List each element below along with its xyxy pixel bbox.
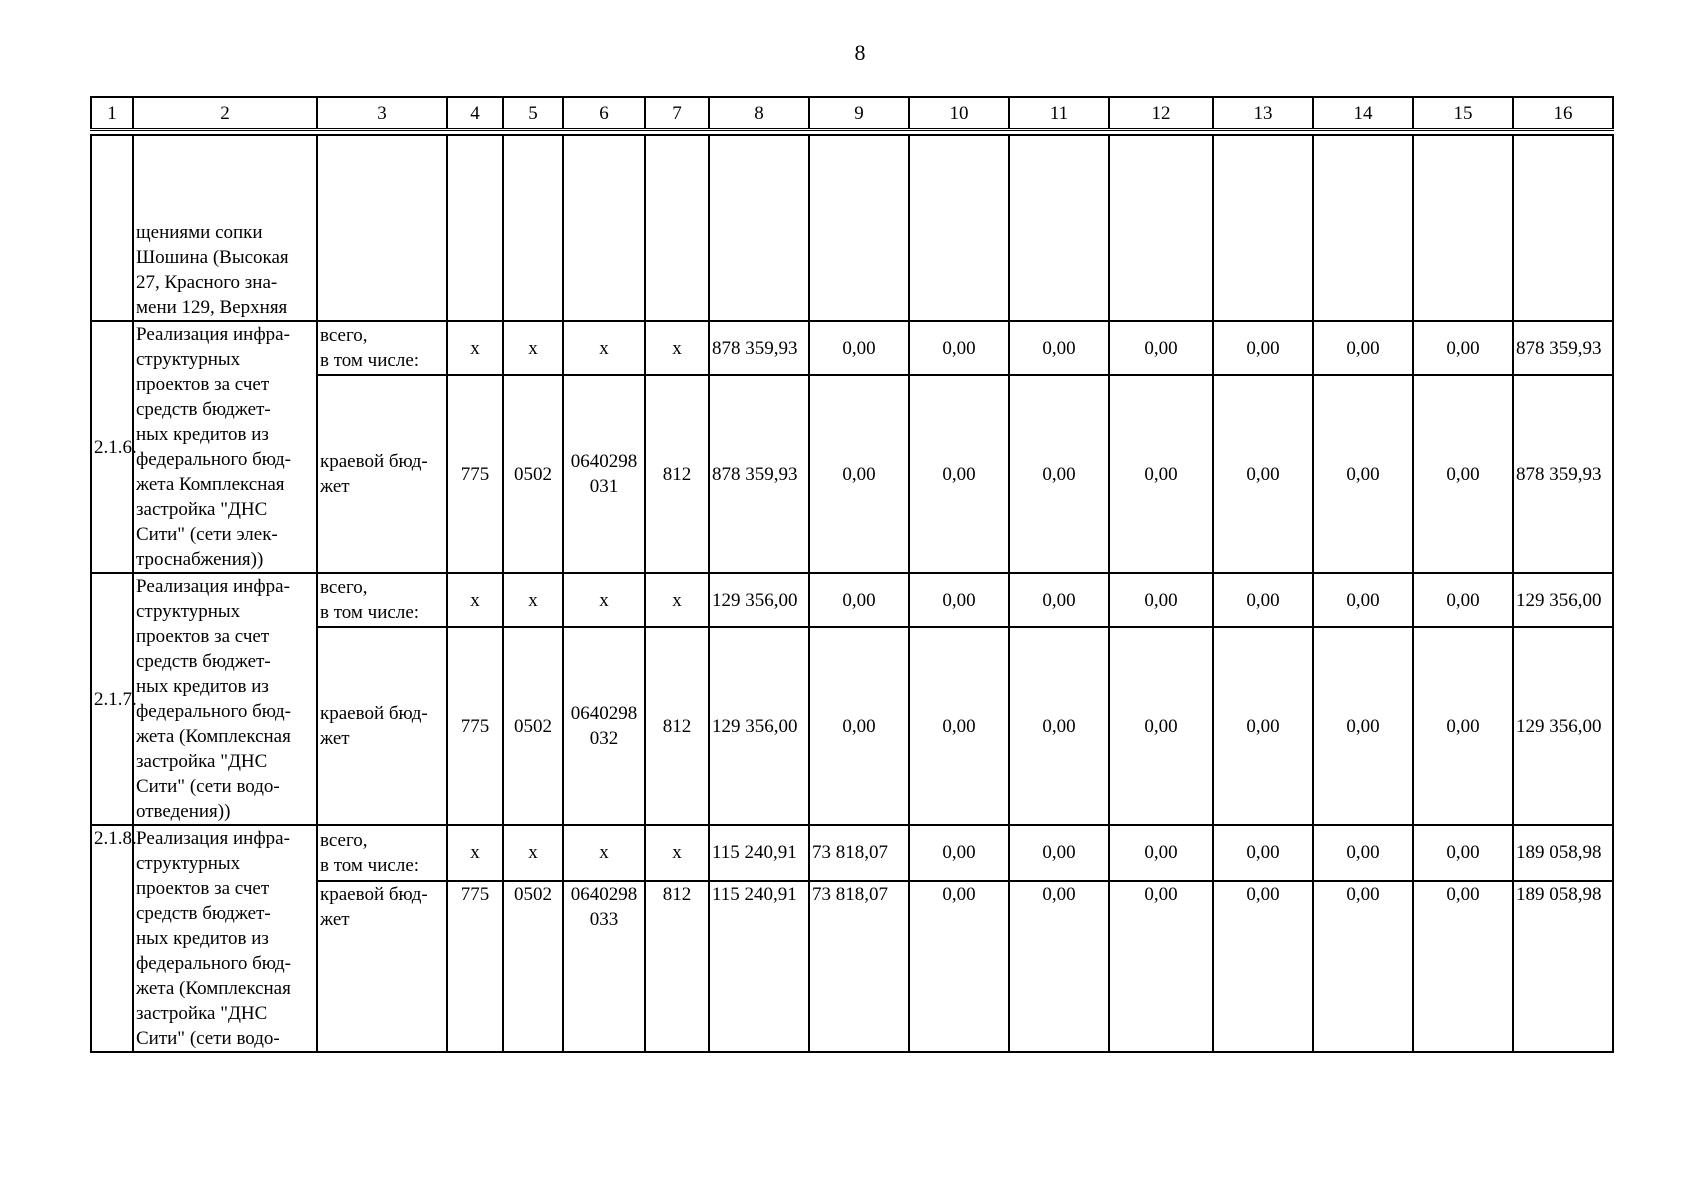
empty-cell [1213, 135, 1313, 321]
amount-cell: 0,00 [1009, 881, 1109, 1052]
amount-cell: 0,00 [1413, 881, 1513, 1052]
table-row [91, 881, 1613, 1052]
empty-cell [503, 135, 563, 321]
column-number-4: 4 [447, 97, 503, 130]
item-name-cell [133, 573, 317, 825]
item-number-cell [91, 321, 137, 573]
amount-cell: 189 058,98 [1513, 825, 1613, 881]
empty-cell [1413, 135, 1513, 321]
continuation-name-cell [133, 135, 317, 321]
target-code-cell: х [563, 321, 645, 375]
funding-source-cell: краевой бюд- жет [317, 881, 447, 1052]
table-row [91, 375, 1613, 573]
funding-source-cell: всего, в том числе: [317, 321, 447, 375]
gr-code-cell: 775 [447, 627, 503, 825]
item-name-line: проектов за счет [136, 878, 270, 899]
item-name-line: жета (Комплексная [136, 726, 291, 747]
item-number: 2.1.8. [94, 828, 137, 849]
amount-cell: 0,00 [809, 321, 909, 375]
table-row [91, 825, 1613, 881]
column-number-8: 8 [709, 97, 809, 130]
expense-type-cell: 812 [645, 627, 709, 825]
section-code-cell: х [503, 321, 563, 375]
item-number: 2.1.7. [94, 688, 137, 710]
empty-cell [447, 135, 503, 321]
item-name-line: жета (Комплексная [136, 978, 291, 999]
amount-cell: 0,00 [1313, 321, 1413, 375]
item-name-line: Реализация инфра- [136, 576, 290, 597]
column-number-12: 12 [1109, 97, 1213, 130]
column-number-14: 14 [1313, 97, 1413, 130]
item-number-cell [91, 573, 137, 825]
funding-source-cell: всего, в том числе: [317, 825, 447, 881]
empty-cell [1109, 135, 1213, 321]
amount-cell: 0,00 [1109, 627, 1213, 825]
amount-cell: 0,00 [909, 375, 1009, 573]
amount-cell: 0,00 [1313, 375, 1413, 573]
item-name-line: отведения)) [136, 801, 231, 822]
amount-cell: 0,00 [1009, 627, 1109, 825]
item-name-line: застройка "ДНС [136, 751, 268, 772]
amount-cell: 0,00 [1213, 825, 1313, 881]
item-name-line: Сити" (сети элек- [136, 524, 278, 545]
column-number-15: 15 [1413, 97, 1513, 130]
gr-code-cell: х [447, 825, 503, 881]
amount-cell: 0,00 [909, 321, 1009, 375]
amount-cell: 115 240,91 [709, 825, 809, 881]
target-code-cell: 0640298 031 [563, 375, 645, 573]
expense-type-cell: х [645, 825, 709, 881]
gr-code-cell: х [447, 573, 503, 627]
continuation-line: мени 129, Верхняя [136, 297, 288, 318]
funding-source-cell: краевой бюд- жет [317, 375, 447, 573]
column-number-6: 6 [563, 97, 645, 130]
empty-cell [91, 135, 133, 321]
column-number-11: 11 [1009, 97, 1109, 130]
amount-cell: 0,00 [1109, 881, 1213, 1052]
section-code-cell: 0502 [503, 627, 563, 825]
target-code-cell: 0640298 032 [563, 627, 645, 825]
amount-cell: 0,00 [1009, 375, 1109, 573]
column-number-3: 3 [317, 97, 447, 130]
item-name-line: ных кредитов из [136, 676, 269, 697]
column-number-1: 1 [91, 97, 133, 130]
continuation-text [136, 136, 314, 320]
item-name-line: ных кредитов из [136, 424, 269, 445]
amount-cell: 0,00 [1109, 573, 1213, 627]
empty-cell [909, 135, 1009, 321]
item-name-line: застройка "ДНС [136, 499, 268, 520]
continuation-line: 27, Красного зна- [136, 272, 278, 293]
empty-cell [563, 135, 645, 321]
section-code-cell: х [503, 573, 563, 627]
item-name-line: жета Комплексная [136, 474, 285, 495]
amount-cell: 129 356,00 [1513, 627, 1613, 825]
amount-cell: 115 240,91 [709, 881, 809, 1052]
gr-code-cell: 775 [447, 375, 503, 573]
item-name-cell [133, 321, 317, 573]
section-code-cell: 0502 [503, 375, 563, 573]
item-name-line: средств бюджет- [136, 651, 271, 672]
amount-cell: 129 356,00 [709, 627, 809, 825]
item-name-line: средств бюджет- [136, 399, 271, 420]
budget-table [90, 96, 1614, 1053]
empty-cell [809, 135, 909, 321]
amount-cell: 0,00 [909, 881, 1009, 1052]
amount-cell: 0,00 [1009, 825, 1109, 881]
empty-cell [317, 135, 447, 321]
amount-cell: 878 359,93 [1513, 375, 1613, 573]
amount-cell: 0,00 [1109, 825, 1213, 881]
column-number-row [91, 97, 1613, 130]
amount-cell: 0,00 [1009, 321, 1109, 375]
amount-cell: 878 359,93 [1513, 321, 1613, 375]
empty-cell [645, 135, 709, 321]
amount-cell: 0,00 [909, 825, 1009, 881]
column-number-16: 16 [1513, 97, 1613, 130]
item-name-line: проектов за счет [136, 626, 270, 647]
amount-cell: 0,00 [1313, 627, 1413, 825]
amount-cell: 878 359,93 [709, 321, 809, 375]
gr-code-cell: 775 [447, 881, 503, 1052]
item-name-cell [133, 825, 317, 1052]
item-name-line: федерального бюд- [136, 701, 291, 722]
continuation-row [91, 135, 1613, 321]
item-name-line: троснабжения)) [136, 549, 264, 570]
amount-cell: 0,00 [1213, 573, 1313, 627]
amount-cell: 0,00 [1009, 573, 1109, 627]
continuation-line: Шошина (Высокая [136, 247, 289, 268]
expense-type-cell: 812 [645, 375, 709, 573]
amount-cell: 0,00 [809, 375, 909, 573]
amount-cell: 189 058,98 [1513, 881, 1613, 1052]
target-code-cell: х [563, 573, 645, 627]
amount-cell: 0,00 [1213, 321, 1313, 375]
empty-cell [1009, 135, 1109, 321]
column-number-13: 13 [1213, 97, 1313, 130]
item-name-line: Реализация инфра- [136, 324, 290, 345]
amount-cell: 0,00 [809, 573, 909, 627]
section-code-cell: 0502 [503, 881, 563, 1052]
empty-cell [1513, 135, 1613, 321]
gr-code-cell: х [447, 321, 503, 375]
amount-cell: 0,00 [1213, 881, 1313, 1052]
section-code-cell: х [503, 825, 563, 881]
amount-cell: 0,00 [909, 573, 1009, 627]
continuation-line: щениями сопки [136, 222, 263, 243]
table-row [91, 321, 1613, 375]
amount-cell: 0,00 [1213, 627, 1313, 825]
expense-type-cell: 812 [645, 881, 709, 1052]
table-row [91, 627, 1613, 825]
amount-cell: 0,00 [1313, 881, 1413, 1052]
funding-source-cell: всего, в том числе: [317, 573, 447, 627]
item-name-line: федерального бюд- [136, 953, 291, 974]
amount-cell: 0,00 [1413, 573, 1513, 627]
expense-type-cell: х [645, 321, 709, 375]
amount-cell: 129 356,00 [709, 573, 809, 627]
amount-cell: 0,00 [1213, 375, 1313, 573]
funding-source-cell: краевой бюд- жет [317, 627, 447, 825]
amount-cell: 0,00 [1109, 375, 1213, 573]
amount-cell: 129 356,00 [1513, 573, 1613, 627]
item-name-line: проектов за счет [136, 374, 270, 395]
amount-cell: 0,00 [1313, 573, 1413, 627]
column-number-9: 9 [809, 97, 909, 130]
item-name-line: ных кредитов из [136, 928, 269, 949]
item-name-line: Сити" (сети водо- [136, 1028, 280, 1049]
item-number-cell [91, 825, 137, 1052]
amount-cell: 0,00 [1109, 321, 1213, 375]
empty-cell [1313, 135, 1413, 321]
amount-cell: 0,00 [1413, 375, 1513, 573]
amount-cell: 878 359,93 [709, 375, 809, 573]
item-name-line: Сити" (сети водо- [136, 776, 280, 797]
target-code-cell: х [563, 825, 645, 881]
amount-cell: 0,00 [1413, 321, 1513, 375]
amount-cell: 0,00 [909, 627, 1009, 825]
column-number-10: 10 [909, 97, 1009, 130]
page-number: 8 [854, 40, 866, 65]
amount-cell: 73 818,07 [809, 825, 909, 881]
item-name-line: застройка "ДНС [136, 1003, 268, 1024]
amount-cell: 0,00 [809, 627, 909, 825]
item-name-line: средств бюджет- [136, 903, 271, 924]
amount-cell: 0,00 [1413, 627, 1513, 825]
item-name-line: Реализация инфра- [136, 828, 290, 849]
table-row [91, 573, 1613, 627]
expense-type-cell: х [645, 573, 709, 627]
item-name-line: федерального бюд- [136, 449, 291, 470]
item-name-line: структурных [136, 853, 241, 874]
item-name-line: структурных [136, 349, 241, 370]
empty-cell [709, 135, 809, 321]
column-number-2: 2 [133, 97, 317, 130]
amount-cell: 0,00 [1413, 825, 1513, 881]
amount-cell: 73 818,07 [809, 881, 909, 1052]
target-code-cell: 0640298 033 [563, 881, 645, 1052]
item-name-line: структурных [136, 601, 241, 622]
item-number: 2.1.6. [94, 436, 137, 458]
column-number-5: 5 [503, 97, 563, 130]
amount-cell: 0,00 [1313, 825, 1413, 881]
column-number-7: 7 [645, 97, 709, 130]
